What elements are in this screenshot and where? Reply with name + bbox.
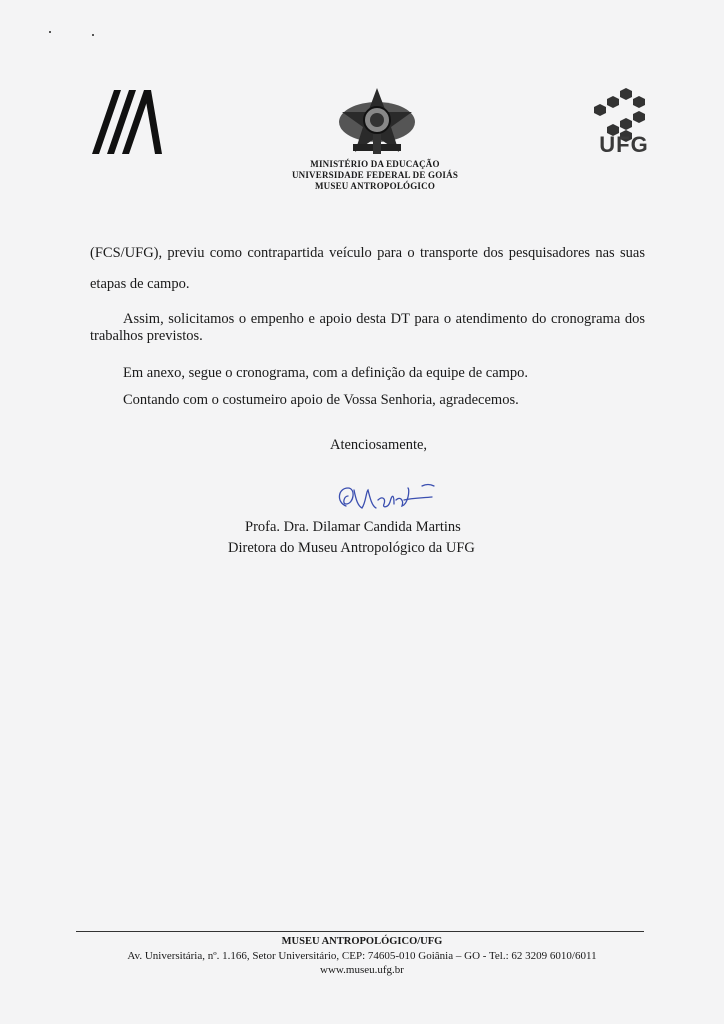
letterhead-institution: [250, 159, 500, 192]
footer-website: www.museu.ufg.br: [320, 964, 404, 976]
scan-speck: [49, 31, 51, 33]
ministry-line: MINISTÉRIO DA EDUCAÇÃO: [310, 159, 440, 169]
paragraph-thanks: Contando com o costumeiro apoio de Vossa Senhoria, agradecemos.: [123, 392, 519, 408]
coat-of-arms-icon: [337, 86, 417, 158]
scan-speck: [92, 34, 94, 36]
footer-address: Av. Universitária, nº. 1.166, Setor Universitário, CEP: 74605-010 Goiânia – GO - Tel.: 62 3209 6010/6011: [127, 950, 597, 962]
stripes-logo-icon: [92, 90, 162, 154]
paragraph-transport: (FCS/UFG), previu como contrapartida veículo para o transporte dos pesquisadores nas suas etapas de campo.: [90, 245, 645, 292]
footer-divider: [76, 931, 644, 932]
closing-salutation: Atenciosamente,: [330, 437, 428, 453]
signatory-name: Profa. Dra. Dilamar Candida Martins: [245, 519, 461, 535]
museum-line: MUSEU ANTROPOLÓGICO: [314, 181, 436, 191]
ufg-logo-text: UFG: [599, 132, 649, 157]
paragraph-request: Assim, solicitamos o empenho e apoio desta DT para o atendimento do cronograma dos trabalhos previstos.: [90, 311, 645, 344]
paragraph-annex: Em anexo, segue o cronograma, com a definição da equipe de campo.: [123, 365, 529, 381]
signatory-role: Diretora do Museu Antropológico da UFG: [228, 540, 475, 556]
university-line: UNIVERSIDADE FEDERAL DE GOIÁS: [291, 170, 459, 180]
footer: [80, 935, 644, 977]
handwritten-signature: [332, 478, 442, 522]
footer-title: MUSEU ANTROPOLÓGICO/UFG: [281, 936, 443, 947]
